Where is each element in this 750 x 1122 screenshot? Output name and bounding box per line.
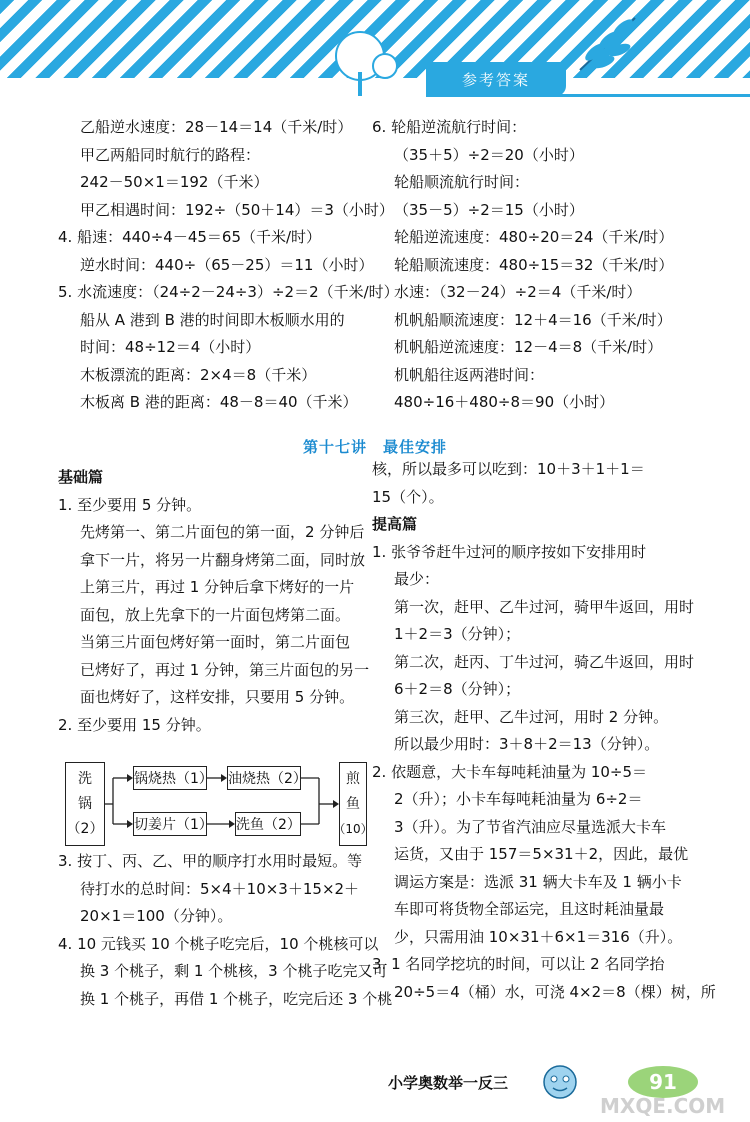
text-line: 20÷5＝4（桶）水，可浇 4×2＝8（棵）树，所 bbox=[394, 982, 716, 1001]
text-line: 6. 轮船逆流航行时间： bbox=[372, 118, 527, 136]
text-line: 换 1 个桃子，再借 1 个桃子，吃完后还 3 个桃 bbox=[80, 989, 393, 1008]
section-heading: 提高篇 bbox=[372, 515, 418, 533]
text-line: 3（升）。为了节省汽油应尽量选派大卡车 bbox=[394, 817, 667, 836]
text-line: 15（个）。 bbox=[372, 487, 444, 506]
text-line: 逆水时间：440÷（65－25）＝11（小时） bbox=[80, 255, 374, 274]
text-line: 乙船逆水速度：28－14＝14（千米/时） bbox=[80, 118, 353, 136]
right-column-bottom bbox=[372, 456, 716, 1006]
text-line: 3. 按丁、丙、乙、甲的顺序打水用时最短。等 bbox=[58, 852, 363, 870]
text-line: 2. 至少要用 15 分钟。 bbox=[58, 715, 211, 734]
text-line: 面包，放上先拿下的一片面包烤第二面。 bbox=[80, 605, 351, 624]
text-line: 所以最少用时：3＋8＋2＝13（分钟）。 bbox=[394, 735, 660, 753]
text-line: 最少： bbox=[394, 570, 440, 588]
text-line: 2（升）；小卡车每吨耗油量为 6÷2＝ bbox=[394, 790, 643, 808]
diagram-label: （2） bbox=[66, 820, 104, 837]
text-line: 20×1＝100（分钟）。 bbox=[80, 907, 233, 925]
left-column-top bbox=[58, 114, 399, 417]
text-line: 轮船顺流速度：480÷15＝32（千米/时） bbox=[394, 255, 674, 274]
text-line: 时间：48÷12＝4（小时） bbox=[80, 338, 261, 356]
diagram-label: 锅 bbox=[78, 795, 92, 812]
text-line: 第二次，赶丙、丁牛过河，骑乙牛返回，用时 bbox=[394, 652, 695, 671]
text-line: 少，只需用油 10×31＋6×1＝316（升）。 bbox=[394, 927, 683, 946]
text-line: 2. 依题意，大卡车每吨耗油量为 10÷5＝ bbox=[372, 762, 648, 781]
diagram-label: 鱼 bbox=[346, 795, 360, 812]
text-line: 480÷16＋480÷8＝90（小时） bbox=[394, 393, 615, 411]
text-line: 调运方案是：选派 31 辆大卡车及 1 辆小卡 bbox=[394, 872, 682, 891]
text-line: 第一次，赶甲、乙牛过河，骑甲牛返回，用时 bbox=[394, 597, 695, 616]
text-line: 机帆船逆流速度：12－4＝8（千米/时） bbox=[394, 338, 663, 356]
text-line: 船从 A 港到 B 港的时间即木板顺水用的 bbox=[80, 310, 345, 329]
heat-pot-box: 锅烧热（1） bbox=[133, 766, 207, 790]
text-line: （35＋5）÷2＝20（小时） bbox=[394, 145, 584, 164]
wash-pot-box bbox=[65, 762, 105, 846]
leaf-icon bbox=[575, 10, 645, 80]
heat-oil-box: 油烧热（2） bbox=[227, 766, 301, 790]
left-column-continued bbox=[58, 848, 392, 1013]
page-header bbox=[0, 0, 750, 100]
text-line: 轮船逆流速度：480÷20＝24（千米/时） bbox=[394, 228, 674, 246]
text-line: 运货，又由于 157＝5×31＋2，因此，最优 bbox=[394, 845, 689, 863]
diagram-label: 煎 bbox=[346, 770, 360, 787]
wash-fish-box: 洗鱼（2） bbox=[235, 812, 301, 836]
answer-key-tab: 参考答案 bbox=[426, 62, 566, 96]
text-line: 5. 水流速度：（24÷2－24÷3）÷2＝2（千米/时） bbox=[58, 283, 399, 301]
text-line: 待打水的总时间：5×4＋10×3＋15×2＋ bbox=[80, 879, 360, 898]
text-line: 先烤第一、第二片面包的第一面，2 分钟后 bbox=[80, 523, 365, 541]
cut-ginger-box: 切姜片（1） bbox=[133, 812, 207, 836]
text-line: 上第三片，再过 1 分钟后拿下烤好的一片 bbox=[80, 578, 355, 596]
right-column-top bbox=[372, 114, 673, 417]
tree-icon bbox=[325, 28, 405, 98]
text-line: 甲乙相遇时间：192÷（50＋14）＝3（小时） bbox=[80, 200, 394, 219]
section-heading: 基础篇 bbox=[58, 468, 104, 486]
text-line: 甲乙两船同时航行的路程： bbox=[80, 145, 261, 164]
page-number: 91 bbox=[628, 1066, 698, 1098]
text-line: 4. 船速：440÷4－45＝65（千米/时） bbox=[58, 228, 322, 246]
fry-fish-box bbox=[333, 762, 373, 846]
text-line: 拿下一片，将另一片翻身烤第二面，同时放 bbox=[80, 550, 366, 569]
text-line: 轮船顺流航行时间： bbox=[394, 173, 530, 191]
text-line: 木板离 B 港的距离：48－8＝40（千米） bbox=[80, 393, 358, 411]
diagram-label: 洗 bbox=[78, 770, 92, 787]
text-line: 3. 1 名同学挖坑的时间，可以让 2 名同学抬 bbox=[372, 955, 665, 973]
text-line: 4. 10 元钱买 10 个桃子吃完后，10 个桃核可以 bbox=[58, 934, 379, 953]
text-line: 1. 张爷爷赶牛过河的顺序按如下安排用时 bbox=[372, 542, 647, 561]
text-line: （35－5）÷2＝15（小时） bbox=[394, 200, 584, 219]
header-rule bbox=[426, 94, 750, 97]
text-line: 242－50×1＝192（千米） bbox=[80, 173, 269, 191]
text-line: 第三次，赶甲、乙牛过河，用时 2 分钟。 bbox=[394, 707, 669, 726]
text-line: 1. 至少要用 5 分钟。 bbox=[58, 495, 202, 514]
text-line: 核，所以最多可以吃到：10＋3＋1＋1＝ bbox=[372, 460, 645, 478]
text-line: 机帆船顺流速度：12＋4＝16（千米/时） bbox=[394, 310, 672, 329]
mascot-icon bbox=[538, 1058, 582, 1102]
text-line: 6＋2＝8（分钟）； bbox=[394, 680, 521, 698]
text-line: 机帆船往返两港时间： bbox=[394, 365, 545, 384]
text-line: 1＋2＝3（分钟）； bbox=[394, 625, 521, 643]
text-line: 水速：（32－24）÷2＝4（千米/时） bbox=[394, 283, 642, 301]
text-line: 已烤好了，再过 1 分钟，第三片面包的另一 bbox=[80, 660, 370, 679]
flow-connectors bbox=[65, 762, 367, 846]
watermark: MXQE.COM bbox=[600, 1094, 726, 1118]
text-line: 换 3 个桃子，剩 1 个桃核，3 个桃子吃完又可 bbox=[80, 962, 388, 980]
cooking-flow-diagram bbox=[65, 762, 373, 846]
left-column-bottom bbox=[58, 464, 369, 739]
text-line: 当第三片面包烤好第一面时，第二片面包 bbox=[80, 633, 351, 651]
lecture-title: 第十七讲 最佳安排 bbox=[302, 438, 447, 456]
book-title: 小学奥数举一反三 bbox=[388, 1074, 509, 1092]
diagram-label: （10） bbox=[333, 821, 373, 836]
text-line: 车即可将货物全部运完，且这时耗油量最 bbox=[394, 900, 665, 918]
text-line: 面也烤好了，这样安排，只要用 5 分钟。 bbox=[80, 688, 355, 706]
text-line: 木板漂流的距离：2×4＝8（千米） bbox=[80, 365, 317, 384]
